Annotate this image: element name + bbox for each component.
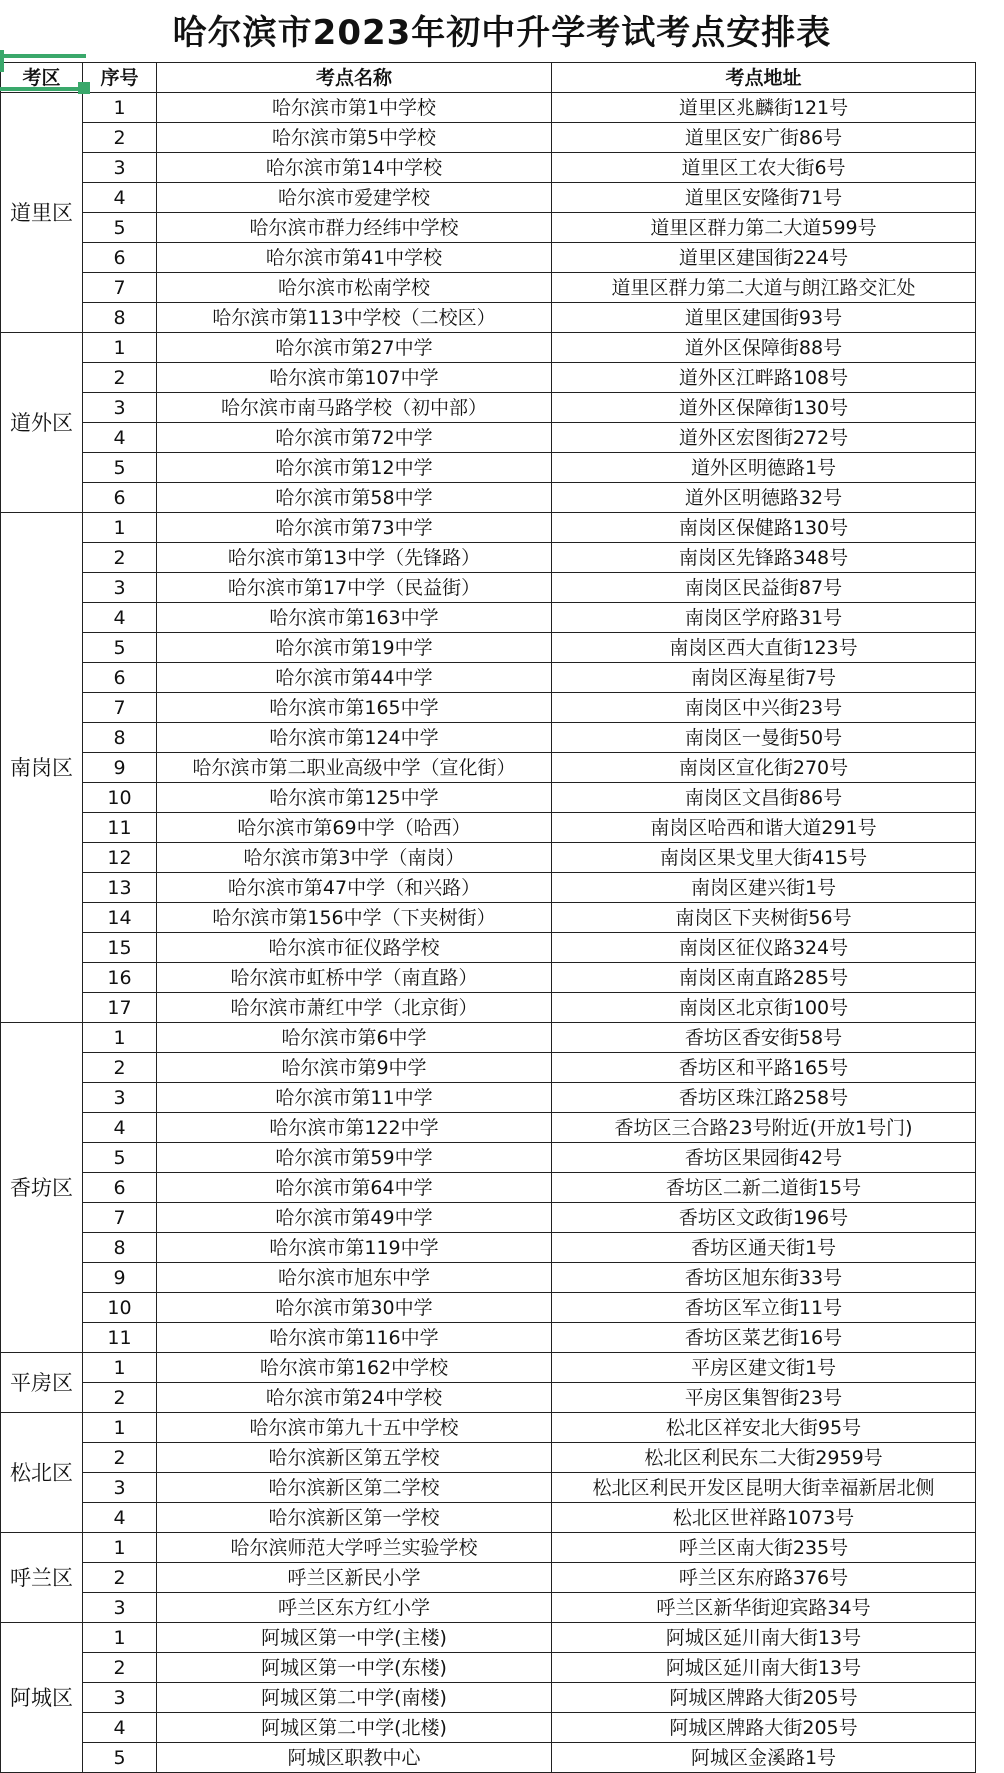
site-name-cell[interactable]: 阿城区第二中学(南楼)	[157, 1683, 552, 1713]
index-cell[interactable]: 2	[83, 543, 157, 573]
index-cell[interactable]: 8	[83, 1233, 157, 1263]
site-address-cell[interactable]: 平房区集智街23号	[552, 1383, 976, 1413]
site-address-cell[interactable]: 香坊区军立街11号	[552, 1293, 976, 1323]
index-cell[interactable]: 6	[83, 1173, 157, 1203]
table-row	[1, 393, 976, 423]
table-row	[1, 243, 976, 273]
table-row	[1, 543, 976, 573]
district-cell[interactable]: 阿城区	[1, 1623, 83, 1773]
table-row	[1, 1023, 976, 1053]
site-name-cell[interactable]: 哈尔滨市松南学校	[157, 273, 552, 303]
table-row	[1, 123, 976, 153]
site-name-cell[interactable]: 哈尔滨市第124中学	[157, 723, 552, 753]
site-name-cell[interactable]: 哈尔滨市第11中学	[157, 1083, 552, 1113]
site-name-cell[interactable]: 哈尔滨市第二职业高级中学（宣化街）	[157, 753, 552, 783]
site-name-cell[interactable]: 哈尔滨市第14中学校	[157, 153, 552, 183]
site-name-cell[interactable]: 哈尔滨市第30中学	[157, 1293, 552, 1323]
site-address-cell[interactable]: 平房区建文街1号	[552, 1353, 976, 1383]
index-cell[interactable]: 4	[83, 1113, 157, 1143]
header-district[interactable]: 考区	[1, 63, 83, 93]
table-row	[1, 93, 976, 123]
index-cell[interactable]: 16	[83, 963, 157, 993]
site-address-cell[interactable]: 道里区建国街93号	[552, 303, 976, 333]
table-row	[1, 1623, 976, 1653]
site-name-cell[interactable]: 哈尔滨市第162中学校	[157, 1353, 552, 1383]
site-name-cell[interactable]: 哈尔滨市第156中学（下夹树街）	[157, 903, 552, 933]
site-address-cell[interactable]: 道里区安隆街71号	[552, 183, 976, 213]
index-cell[interactable]: 5	[83, 213, 157, 243]
table-row	[1, 333, 976, 363]
site-name-cell[interactable]: 哈尔滨市第13中学（先锋路）	[157, 543, 552, 573]
table-row	[1, 663, 976, 693]
index-cell[interactable]: 4	[83, 1503, 157, 1533]
table-row	[1, 963, 976, 993]
district-cell[interactable]: 平房区	[1, 1353, 83, 1413]
table-row	[1, 363, 976, 393]
index-cell[interactable]: 3	[83, 573, 157, 603]
site-address-cell[interactable]: 道外区保障街88号	[552, 333, 976, 363]
table-row	[1, 1293, 976, 1323]
index-cell[interactable]: 5	[83, 1743, 157, 1773]
site-address-cell[interactable]: 香坊区三合路23号附近(开放1号门)	[552, 1113, 976, 1143]
site-name-cell[interactable]: 哈尔滨市第6中学	[157, 1023, 552, 1053]
table-body	[1, 93, 976, 1773]
site-name-cell[interactable]: 呼兰区新民小学	[157, 1563, 552, 1593]
index-cell[interactable]: 2	[83, 1563, 157, 1593]
site-address-cell[interactable]: 香坊区珠江路258号	[552, 1083, 976, 1113]
table-row	[1, 873, 976, 903]
site-name-cell[interactable]: 阿城区职教中心	[157, 1743, 552, 1773]
table-row	[1, 1203, 976, 1233]
index-cell[interactable]: 1	[83, 513, 157, 543]
site-address-cell[interactable]: 呼兰区南大街235号	[552, 1533, 976, 1563]
site-address-cell[interactable]: 南岗区哈西和谐大道291号	[552, 813, 976, 843]
table-row	[1, 1503, 976, 1533]
site-name-cell[interactable]: 哈尔滨市第73中学	[157, 513, 552, 543]
site-address-cell[interactable]: 香坊区二新二道街15号	[552, 1173, 976, 1203]
table-row	[1, 1443, 976, 1473]
exam-site-table	[0, 62, 976, 1773]
site-name-cell[interactable]: 哈尔滨市第122中学	[157, 1113, 552, 1143]
site-name-cell[interactable]: 哈尔滨市第19中学	[157, 633, 552, 663]
table-row	[1, 813, 976, 843]
index-cell[interactable]: 2	[83, 1053, 157, 1083]
site-address-cell[interactable]: 南岗区西大直街123号	[552, 633, 976, 663]
site-address-cell[interactable]: 南岗区北京街100号	[552, 993, 976, 1023]
table-row	[1, 573, 976, 603]
site-address-cell[interactable]: 呼兰区东府路376号	[552, 1563, 976, 1593]
site-name-cell[interactable]: 哈尔滨市虹桥中学（南直路）	[157, 963, 552, 993]
index-cell[interactable]: 6	[83, 243, 157, 273]
site-address-cell[interactable]: 阿城区延川南大街13号	[552, 1653, 976, 1683]
site-name-cell[interactable]: 哈尔滨新区第五学校	[157, 1443, 552, 1473]
table-row	[1, 1353, 976, 1383]
site-name-cell[interactable]: 哈尔滨市第72中学	[157, 423, 552, 453]
site-name-cell[interactable]: 哈尔滨市第9中学	[157, 1053, 552, 1083]
site-name-cell[interactable]: 哈尔滨市旭东中学	[157, 1263, 552, 1293]
site-name-cell[interactable]: 哈尔滨市第125中学	[157, 783, 552, 813]
site-name-cell[interactable]: 阿城区第一中学(主楼)	[157, 1623, 552, 1653]
site-address-cell[interactable]: 香坊区通天街1号	[552, 1233, 976, 1263]
index-cell[interactable]: 17	[83, 993, 157, 1023]
index-cell[interactable]: 1	[83, 93, 157, 123]
table-row	[1, 1053, 976, 1083]
index-cell[interactable]: 7	[83, 1203, 157, 1233]
site-name-cell[interactable]: 哈尔滨市第163中学	[157, 603, 552, 633]
index-cell[interactable]: 5	[83, 1143, 157, 1173]
site-address-cell[interactable]: 南岗区文昌街86号	[552, 783, 976, 813]
table-row	[1, 1743, 976, 1773]
site-address-cell[interactable]: 南岗区中兴街23号	[552, 693, 976, 723]
table-row	[1, 1263, 976, 1293]
site-address-cell[interactable]: 松北区利民东二大街2959号	[552, 1443, 976, 1473]
site-name-cell[interactable]: 哈尔滨市第49中学	[157, 1203, 552, 1233]
table-row	[1, 1233, 976, 1263]
table-row	[1, 783, 976, 813]
index-cell[interactable]: 1	[83, 1023, 157, 1053]
table-row	[1, 993, 976, 1023]
site-name-cell[interactable]: 哈尔滨市群力经纬中学校	[157, 213, 552, 243]
table-row	[1, 1083, 976, 1113]
table-row	[1, 603, 976, 633]
site-address-cell[interactable]: 香坊区文政街196号	[552, 1203, 976, 1233]
site-name-cell[interactable]: 哈尔滨师范大学呼兰实验学校	[157, 1533, 552, 1563]
site-name-cell[interactable]: 哈尔滨市第九十五中学校	[157, 1413, 552, 1443]
table-row	[1, 1383, 976, 1413]
table-row	[1, 1563, 976, 1593]
index-cell[interactable]: 5	[83, 633, 157, 663]
index-cell[interactable]: 7	[83, 693, 157, 723]
site-address-cell[interactable]: 南岗区民益街87号	[552, 573, 976, 603]
index-cell[interactable]: 1	[83, 1623, 157, 1653]
index-cell[interactable]: 9	[83, 753, 157, 783]
district-cell[interactable]: 道外区	[1, 333, 83, 513]
table-row	[1, 1473, 976, 1503]
site-address-cell[interactable]: 道里区安广街86号	[552, 123, 976, 153]
table-row	[1, 273, 976, 303]
site-address-cell[interactable]: 香坊区旭东街33号	[552, 1263, 976, 1293]
site-name-cell[interactable]: 哈尔滨市第165中学	[157, 693, 552, 723]
site-address-cell[interactable]: 南岗区一曼街50号	[552, 723, 976, 753]
site-address-cell[interactable]: 道外区明德路32号	[552, 483, 976, 513]
site-name-cell[interactable]: 哈尔滨新区第一学校	[157, 1503, 552, 1533]
index-cell[interactable]: 4	[83, 423, 157, 453]
site-address-cell[interactable]: 道外区宏图街272号	[552, 423, 976, 453]
site-name-cell[interactable]: 哈尔滨市第3中学（南岗）	[157, 843, 552, 873]
table-row	[1, 693, 976, 723]
site-address-cell[interactable]: 道外区明德路1号	[552, 453, 976, 483]
site-name-cell[interactable]: 哈尔滨市第59中学	[157, 1143, 552, 1173]
table-row	[1, 753, 976, 783]
site-address-cell[interactable]: 松北区利民开发区昆明大街幸福新居北侧	[552, 1473, 976, 1503]
table-row	[1, 303, 976, 333]
site-address-cell[interactable]: 南岗区学府路31号	[552, 603, 976, 633]
district-cell[interactable]: 南岗区	[1, 513, 83, 1023]
district-cell[interactable]: 道里区	[1, 93, 83, 333]
site-address-cell[interactable]: 香坊区果园街42号	[552, 1143, 976, 1173]
index-cell[interactable]: 1	[83, 1413, 157, 1443]
index-cell[interactable]: 8	[83, 303, 157, 333]
index-cell[interactable]: 2	[83, 363, 157, 393]
site-name-cell[interactable]: 哈尔滨市第24中学校	[157, 1383, 552, 1413]
site-address-cell[interactable]: 道里区兆麟街121号	[552, 93, 976, 123]
table-row	[1, 1143, 976, 1173]
site-name-cell[interactable]: 呼兰区东方红小学	[157, 1593, 552, 1623]
table-row	[1, 1713, 976, 1743]
table-row	[1, 933, 976, 963]
table-row	[1, 633, 976, 663]
index-cell[interactable]: 15	[83, 933, 157, 963]
table-row	[1, 513, 976, 543]
index-cell[interactable]: 4	[83, 603, 157, 633]
site-name-cell[interactable]: 哈尔滨新区第二学校	[157, 1473, 552, 1503]
site-name-cell[interactable]: 哈尔滨市第113中学校（二校区）	[157, 303, 552, 333]
site-address-cell[interactable]: 道外区保障街130号	[552, 393, 976, 423]
site-address-cell[interactable]: 呼兰区新华街迎宾路34号	[552, 1593, 976, 1623]
site-address-cell[interactable]: 南岗区征仪路324号	[552, 933, 976, 963]
site-name-cell[interactable]: 阿城区第二中学(北楼)	[157, 1713, 552, 1743]
site-address-cell[interactable]: 阿城区牌路大街205号	[552, 1683, 976, 1713]
site-address-cell[interactable]: 南岗区南直路285号	[552, 963, 976, 993]
table-row	[1, 153, 976, 183]
site-name-cell[interactable]: 哈尔滨市第116中学	[157, 1323, 552, 1353]
site-name-cell[interactable]: 哈尔滨市第12中学	[157, 453, 552, 483]
index-cell[interactable]: 1	[83, 333, 157, 363]
site-name-cell[interactable]: 哈尔滨市第58中学	[157, 483, 552, 513]
index-cell[interactable]: 6	[83, 483, 157, 513]
table-row	[1, 1413, 976, 1443]
site-address-cell[interactable]: 道里区群力第二大道与朗江路交汇处	[552, 273, 976, 303]
district-cell[interactable]: 呼兰区	[1, 1533, 83, 1623]
index-cell[interactable]: 9	[83, 1263, 157, 1293]
site-address-cell[interactable]: 南岗区下夹树街56号	[552, 903, 976, 933]
site-address-cell[interactable]: 南岗区建兴街1号	[552, 873, 976, 903]
site-address-cell[interactable]: 道里区工农大街6号	[552, 153, 976, 183]
site-address-cell[interactable]: 香坊区香安街58号	[552, 1023, 976, 1053]
site-name-cell[interactable]: 哈尔滨市第17中学（民益街）	[157, 573, 552, 603]
site-name-cell[interactable]: 哈尔滨市第69中学（哈西）	[157, 813, 552, 843]
site-name-cell[interactable]: 哈尔滨市第47中学（和兴路）	[157, 873, 552, 903]
site-name-cell[interactable]: 哈尔滨市第41中学校	[157, 243, 552, 273]
table-row	[1, 903, 976, 933]
site-address-cell[interactable]: 松北区祥安北大街95号	[552, 1413, 976, 1443]
index-cell[interactable]: 10	[83, 1293, 157, 1323]
index-cell[interactable]: 14	[83, 903, 157, 933]
site-address-cell[interactable]: 南岗区果戈里大街415号	[552, 843, 976, 873]
site-name-cell[interactable]: 哈尔滨市爱建学校	[157, 183, 552, 213]
table-row	[1, 1323, 976, 1353]
index-cell[interactable]: 5	[83, 453, 157, 483]
table-row	[1, 1593, 976, 1623]
page-title: 哈尔滨市2023年初中升学考试考点安排表	[172, 12, 832, 53]
table-row	[1, 1533, 976, 1563]
index-cell[interactable]: 12	[83, 843, 157, 873]
site-address-cell[interactable]: 阿城区延川南大街13号	[552, 1623, 976, 1653]
site-address-cell[interactable]: 道外区江畔路108号	[552, 363, 976, 393]
table-row	[1, 483, 976, 513]
site-name-cell[interactable]: 哈尔滨市第64中学	[157, 1173, 552, 1203]
district-cell[interactable]: 松北区	[1, 1413, 83, 1533]
index-cell[interactable]: 13	[83, 873, 157, 903]
index-cell[interactable]: 8	[83, 723, 157, 753]
index-cell[interactable]: 6	[83, 663, 157, 693]
site-name-cell[interactable]: 哈尔滨市第107中学	[157, 363, 552, 393]
site-name-cell[interactable]: 哈尔滨市第27中学	[157, 333, 552, 363]
site-address-cell[interactable]: 南岗区先锋路348号	[552, 543, 976, 573]
table-row	[1, 723, 976, 753]
index-cell[interactable]: 2	[83, 1383, 157, 1413]
site-address-cell[interactable]: 阿城区金溪路1号	[552, 1743, 976, 1773]
index-cell[interactable]: 4	[83, 1713, 157, 1743]
site-address-cell[interactable]: 道里区群力第二大道599号	[552, 213, 976, 243]
site-address-cell[interactable]: 阿城区牌路大街205号	[552, 1713, 976, 1743]
index-cell[interactable]: 11	[83, 813, 157, 843]
table-row	[1, 183, 976, 213]
site-address-cell[interactable]: 香坊区和平路165号	[552, 1053, 976, 1083]
index-cell[interactable]: 2	[83, 123, 157, 153]
site-address-cell[interactable]: 松北区世祥路1073号	[552, 1503, 976, 1533]
site-address-cell[interactable]: 香坊区菜艺街16号	[552, 1323, 976, 1353]
site-address-cell[interactable]: 南岗区海星街7号	[552, 663, 976, 693]
table-header-row	[1, 63, 976, 93]
index-cell[interactable]: 7	[83, 273, 157, 303]
index-cell[interactable]: 3	[83, 1593, 157, 1623]
site-address-cell[interactable]: 南岗区宣化街270号	[552, 753, 976, 783]
index-cell[interactable]: 11	[83, 1323, 157, 1353]
header-name[interactable]: 考点名称	[157, 63, 552, 93]
site-name-cell[interactable]: 哈尔滨市征仪路学校	[157, 933, 552, 963]
table-row	[1, 843, 976, 873]
index-cell[interactable]: 3	[83, 1473, 157, 1503]
index-cell[interactable]: 1	[83, 1353, 157, 1383]
index-cell[interactable]: 10	[83, 783, 157, 813]
site-name-cell[interactable]: 哈尔滨市南马路学校（初中部）	[157, 393, 552, 423]
table-row	[1, 1683, 976, 1713]
site-name-cell[interactable]: 哈尔滨市萧红中学（北京街）	[157, 993, 552, 1023]
index-cell[interactable]: 3	[83, 153, 157, 183]
district-cell[interactable]: 香坊区	[1, 1023, 83, 1353]
index-cell[interactable]: 3	[83, 393, 157, 423]
site-name-cell[interactable]: 哈尔滨市第1中学校	[157, 93, 552, 123]
index-cell[interactable]: 3	[83, 1683, 157, 1713]
index-cell[interactable]: 3	[83, 1083, 157, 1113]
header-index[interactable]: 序号	[83, 63, 157, 93]
site-name-cell[interactable]: 阿城区第一中学(东楼)	[157, 1653, 552, 1683]
table-row	[1, 213, 976, 243]
index-cell[interactable]: 2	[83, 1653, 157, 1683]
site-name-cell[interactable]: 哈尔滨市第119中学	[157, 1233, 552, 1263]
table-row	[1, 1653, 976, 1683]
index-cell[interactable]: 1	[83, 1533, 157, 1563]
index-cell[interactable]: 2	[83, 1443, 157, 1473]
header-address[interactable]: 考点地址	[552, 63, 976, 93]
site-address-cell[interactable]: 南岗区保健路130号	[552, 513, 976, 543]
site-name-cell[interactable]: 哈尔滨市第5中学校	[157, 123, 552, 153]
site-address-cell[interactable]: 道里区建国街224号	[552, 243, 976, 273]
table-row	[1, 423, 976, 453]
index-cell[interactable]: 4	[83, 183, 157, 213]
table-row	[1, 1173, 976, 1203]
table-row	[1, 1113, 976, 1143]
site-name-cell[interactable]: 哈尔滨市第44中学	[157, 663, 552, 693]
table-row	[1, 453, 976, 483]
